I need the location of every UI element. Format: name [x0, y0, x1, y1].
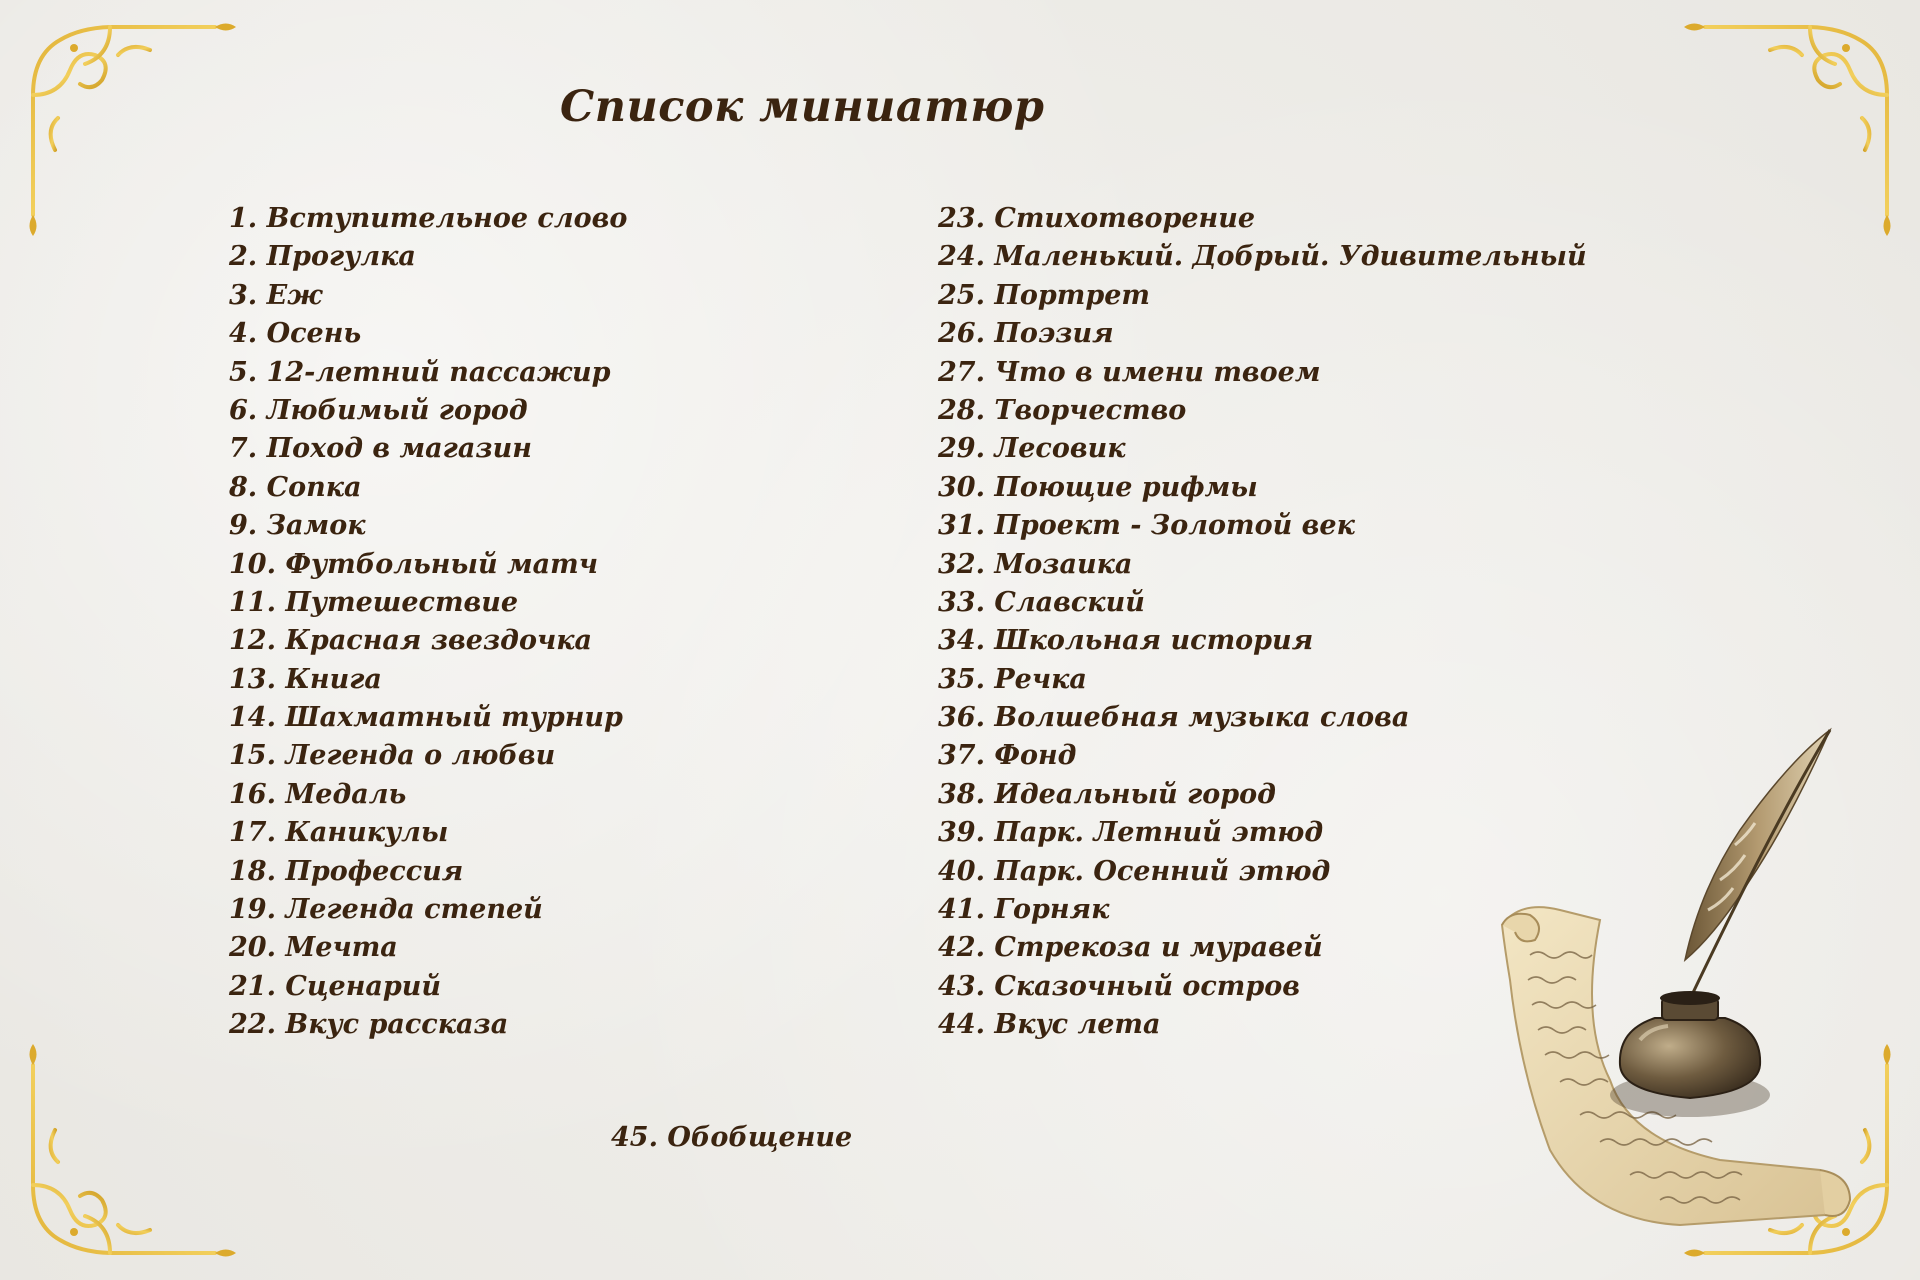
list-item: 25. Портрет: [938, 279, 1150, 311]
list-item: 23. Стихотворение: [938, 203, 1256, 234]
list-item: 26. Поэзия: [938, 318, 1114, 350]
list-item: 22. Вкус рассказа: [229, 1009, 509, 1041]
list-item: 30. Поющие рифмы: [938, 471, 1258, 503]
list-item: 40. Парк. Осенний этюд: [938, 855, 1331, 887]
list-item: 3. Еж: [229, 279, 323, 311]
list-item: 36. Волшебная музыка слова: [938, 702, 1410, 734]
list-item: 44. Вкус лета: [938, 1009, 1161, 1041]
list-item: 35. Речка: [938, 663, 1087, 695]
list-item: 12. Красная звездочка: [229, 625, 593, 657]
list-item: 7. Поход в магазин: [229, 433, 532, 465]
list-item: 14. Шахматный турнир: [229, 702, 623, 734]
list-item: 28. Творчество: [938, 394, 1187, 426]
list-item: 16. Медаль: [229, 778, 407, 810]
corner-flourish-icon: [30, 24, 237, 237]
list-item: 6. Любимый город: [229, 394, 528, 426]
page-title: Список миниатюр: [560, 82, 1045, 132]
list-item: 1. Вступительное слово: [229, 203, 628, 234]
list-item: 38. Идеальный город: [938, 778, 1276, 810]
quill-inkwell-scroll-icon: [1490, 720, 1860, 1230]
list-item: 27. Что в имени твоем: [938, 356, 1321, 388]
list-item: 21. Сценарий: [229, 970, 442, 1002]
list-item: 5. 12-летний пассажир: [229, 356, 611, 388]
list-item: 34. Школьная история: [938, 625, 1314, 657]
miniatures-list-left: [229, 200, 627, 1045]
list-item: 29. Лесовик: [938, 433, 1126, 465]
list-item: 15. Легенда о любви: [229, 740, 556, 772]
list-item: 11. Путешествие: [229, 586, 519, 618]
list-item: 9. Замок: [229, 510, 366, 542]
final-list-item: 45. Обобщение: [611, 1122, 853, 1153]
list-item: 43. Сказочный остров: [938, 970, 1300, 1002]
list-item: 39. Парк. Летний этюд: [938, 817, 1324, 849]
list-item: 42. Стрекоза и муравей: [938, 932, 1323, 964]
list-item: 4. Осень: [229, 318, 362, 350]
list-item: 19. Легенда степей: [229, 894, 543, 926]
list-item: 13. Книга: [229, 663, 382, 695]
list-item: 20. Мечта: [229, 932, 398, 964]
list-item: 2. Прогулка: [229, 241, 416, 273]
list-item: 18. Профессия: [229, 855, 464, 887]
list-item: 17. Каникулы: [229, 817, 449, 849]
list-item: 32. Мозаика: [938, 548, 1133, 580]
list-item: 8. Сопка: [229, 471, 362, 503]
list-item: 37. Фонд: [938, 740, 1077, 772]
list-item: 24. Маленький. Добрый. Удивительный: [938, 241, 1587, 273]
list-item: 33. Славский: [938, 586, 1145, 618]
list-item: 41. Горняк: [938, 894, 1110, 926]
list-item: 31. Проект - Золотой век: [938, 510, 1355, 542]
list-item: 10. Футбольный матч: [229, 548, 599, 580]
